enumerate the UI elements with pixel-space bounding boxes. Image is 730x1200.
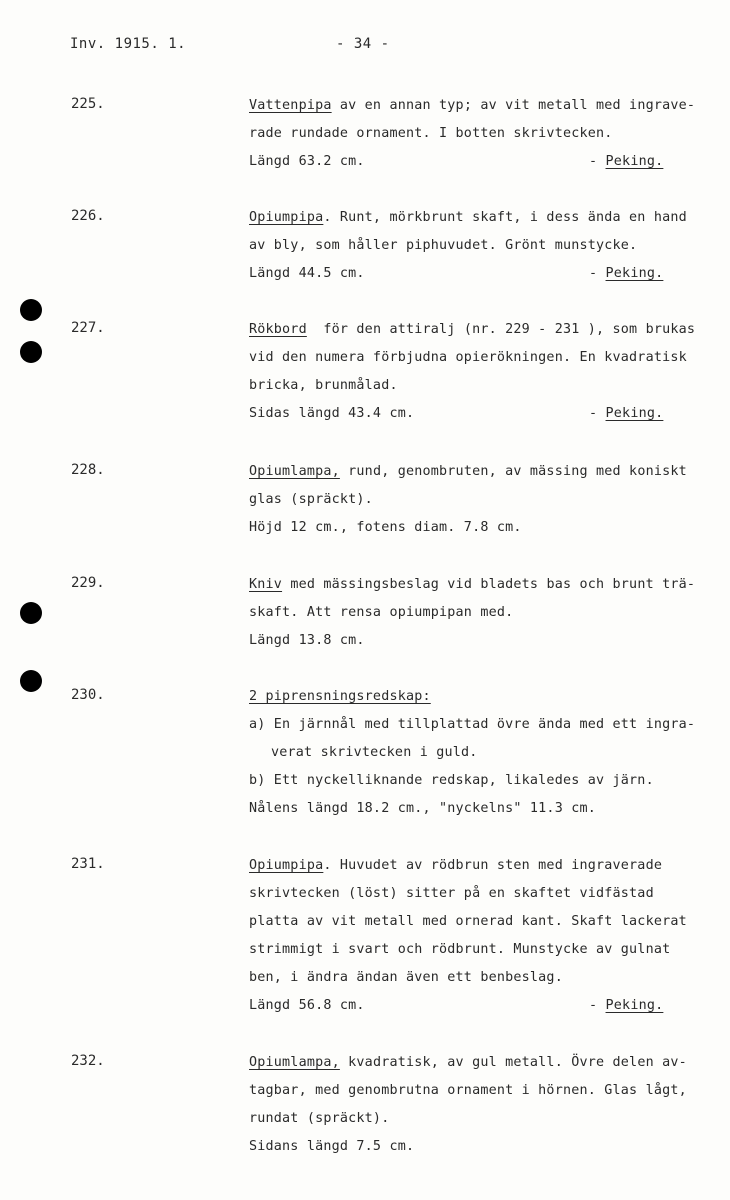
entry-line: Vattenpipa av en annan typ; av vit metall med ingrave- [249, 98, 696, 113]
entry-title: Rökbord [249, 322, 307, 337]
entry-line: vid den numera förbjudna opierökningen. En kvadratisk [249, 350, 687, 365]
punch-hole [20, 670, 42, 692]
entry-number: 227. [71, 320, 105, 336]
entry-line: skaft. Att rensa opiumpipan med. [249, 605, 514, 620]
entry-text [249, 687, 711, 827]
entry-line: Opiumpipa. Huvudet av rödbrun sten med ingraverade [249, 858, 663, 873]
punch-hole [20, 341, 42, 363]
entry-line: rade rundade ornament. I botten skrivtecken. [249, 126, 613, 141]
entry-line: Opiumlampa, rund, genombruten, av mässing med koniskt [249, 464, 687, 479]
entry-line: verat skrivtecken i guld. [271, 745, 478, 760]
entry-line: skrivtecken (löst) sitter på en skaftet vidfästad [249, 886, 654, 901]
entry-title: Opiumpipa [249, 210, 324, 225]
entry-line: platta av vit metall med ornerad kant. Skaft lackerat [249, 914, 687, 929]
entry-measure: Längd 13.8 cm. [249, 633, 365, 648]
entry-location: - Peking. [589, 154, 664, 169]
entry-title: 2 piprensningsredskap: [249, 689, 431, 704]
entry-line: ben, i ändra ändan även ett benbeslag. [249, 970, 563, 985]
entry-number: 230. [71, 687, 105, 703]
entry-location: - Peking. [589, 266, 664, 281]
entry-text [249, 462, 711, 546]
entry-line: bricka, brunmålad. [249, 378, 398, 393]
entry-title: Opiumpipa [249, 858, 324, 873]
entry-line: tagbar, med genombrutna ornament i hörnen. Glas lågt, [249, 1083, 687, 1098]
entry-measure: Längd 44.5 cm. - Peking. [249, 264, 711, 292]
entry-text [249, 208, 711, 292]
entry-text [249, 320, 711, 432]
entry-text [249, 1053, 711, 1165]
entry-number: 229. [71, 575, 105, 591]
entry-title: Opiumlampa, [249, 464, 340, 479]
entry-line: Opiumlampa, kvadratisk, av gul metall. Övre delen av- [249, 1055, 687, 1070]
entry-measure: Nålens längd 18.2 cm., "nyckelns" 11.3 cm. [249, 801, 596, 816]
entry-measure: Sidans längd 7.5 cm. [249, 1139, 415, 1154]
entry-line: a) En järnnål med tillplattad övre ända med ett ingra- [249, 717, 696, 732]
entry-line [249, 687, 711, 715]
page-number: - 34 - [336, 36, 390, 52]
entry-line: b) Ett nyckelliknande redskap, likaledes av järn. [249, 773, 654, 788]
entry-line: Opiumpipa. Runt, mörkbrunt skaft, i dess ända en hand [249, 210, 687, 225]
inventory-header: Inv. 1915. 1. [70, 36, 187, 52]
entry-number: 231. [71, 856, 105, 872]
entry-number: 226. [71, 208, 105, 224]
entry-number: 228. [71, 462, 105, 478]
entry-line: Rökbord för den attiralj (nr. 229 - 231 ), som brukas [249, 322, 696, 337]
entry-location: - Peking. [589, 406, 664, 421]
entry-title: Vattenpipa [249, 98, 332, 113]
entry-title: Kniv [249, 577, 283, 592]
entry-measure: Sidas längd 43.4 cm. - Peking. [249, 404, 711, 432]
entry-measure: Längd 56.8 cm. - Peking. [249, 996, 711, 1024]
entry-line: Kniv med mässingsbeslag vid bladets bas och brunt trä- [249, 577, 696, 592]
punch-hole [20, 299, 42, 321]
entry-measure: Längd 63.2 cm. - Peking. [249, 152, 711, 180]
punch-hole [20, 602, 42, 624]
entry-number: 225. [71, 96, 105, 112]
entry-line: glas (spräckt). [249, 492, 373, 507]
entry-line: strimmigt i svart och rödbrunt. Munstycke av gulnat [249, 942, 671, 957]
entry-line: av bly, som håller piphuvudet. Grönt munstycke. [249, 238, 638, 253]
entry-text [249, 856, 711, 1024]
entry-measure: Höjd 12 cm., fotens diam. 7.8 cm. [249, 520, 522, 535]
entry-text [249, 96, 711, 180]
entry-text [249, 575, 711, 659]
entry-location: - Peking. [589, 998, 664, 1013]
entry-line: rundat (spräckt). [249, 1111, 390, 1126]
entry-number: 232. [71, 1053, 105, 1069]
entry-title: Opiumlampa, [249, 1055, 340, 1070]
